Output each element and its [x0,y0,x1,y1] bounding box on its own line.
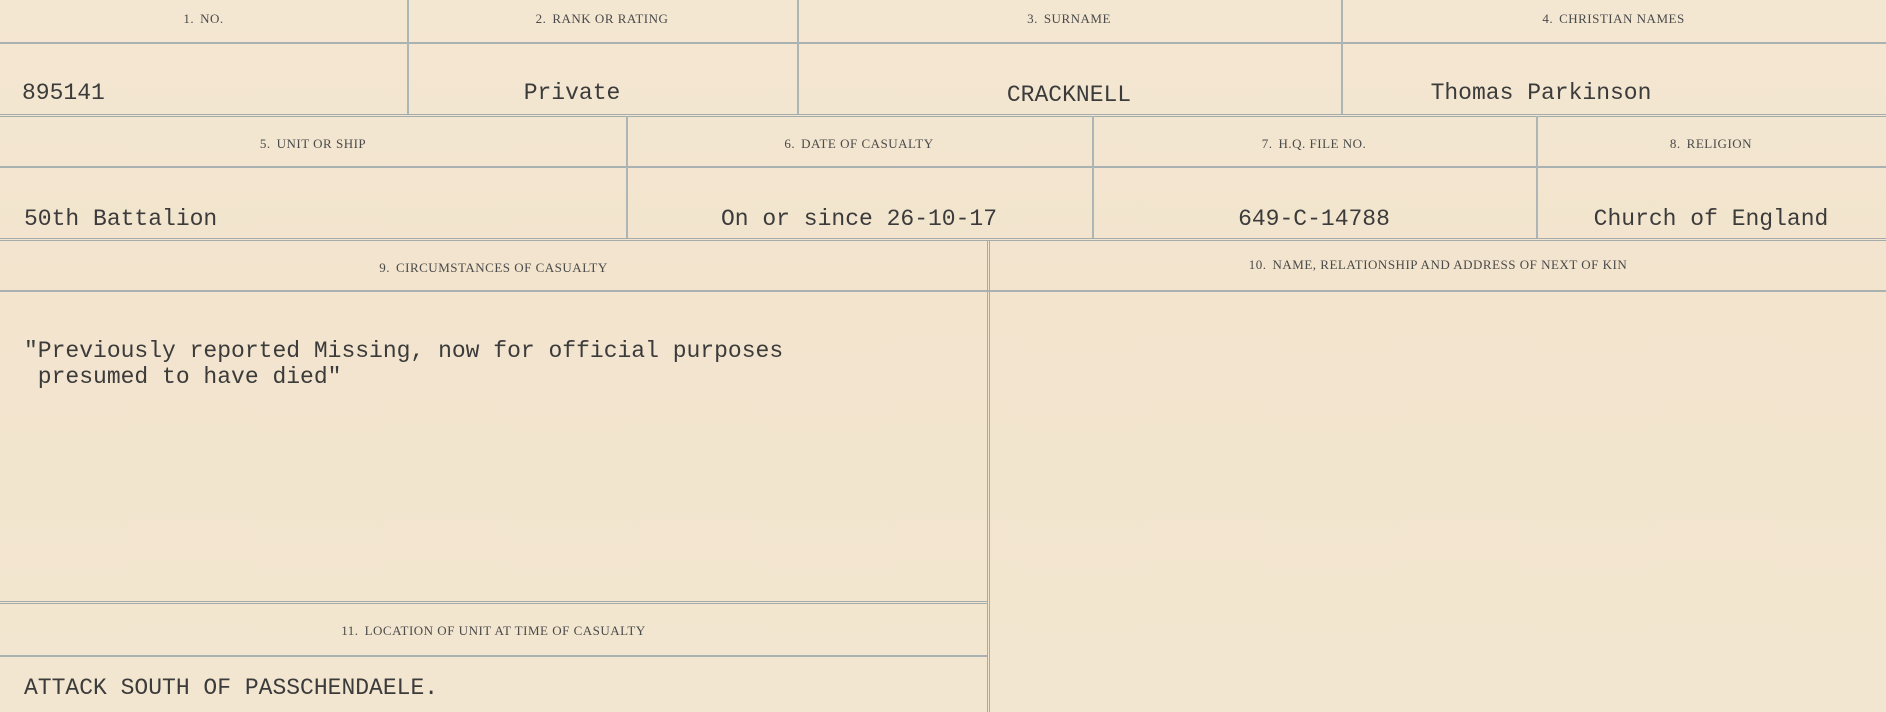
rule-row1-label [0,42,1886,44]
value-religion: Church of England [1593,206,1829,232]
label-surname: 3. SURNAME [1027,11,1111,26]
rule-row1-bottom [0,114,1886,117]
label-unit: 5. UNIT OR SHIP [259,136,367,151]
value-rank: Private [523,80,621,106]
rule-location-label [0,655,988,657]
label-circumstances: 9. CIRCUMSTANCES OF CASUALTY [379,260,608,275]
value-christian-names: Thomas Parkinson [1430,80,1652,106]
value-hq-file: 649-C-14788 [1238,206,1390,232]
label-location: 11. LOCATION OF UNIT AT TIME OF CASUALTY [341,623,646,638]
value-unit: 50th Battalion [24,206,218,232]
label-hq-file: 7. H.Q. FILE NO. [1261,136,1367,151]
label-next-of-kin: 10. NAME, RELATIONSHIP AND ADDRESS OF NEXT OF KIN [1248,257,1628,272]
divider-9-10 [987,240,990,712]
rule-row3-label [0,290,1886,292]
value-date: On or since 26-10-17 [720,206,998,232]
rule-row2-bottom [0,238,1886,241]
label-no: 1. NO. [183,11,224,26]
label-religion: 8. RELIGION [1669,136,1753,151]
rule-circumstances-bottom [0,601,988,604]
value-surname: CRACKNELL [1006,82,1132,108]
value-no: 895141 [22,80,105,106]
value-circumstances: "Previously reported Missing, now for official purposes presumed to have died" [24,338,784,390]
label-christian-names: 4. CHRISTIAN NAMES [1542,11,1685,26]
rule-row2-label [0,166,1886,168]
label-date: 6. DATE OF CASUALTY [784,136,934,151]
label-rank: 2. RANK OR RATING [535,11,669,26]
value-location: ATTACK SOUTH OF PASSCHENDAELE. [24,675,439,701]
